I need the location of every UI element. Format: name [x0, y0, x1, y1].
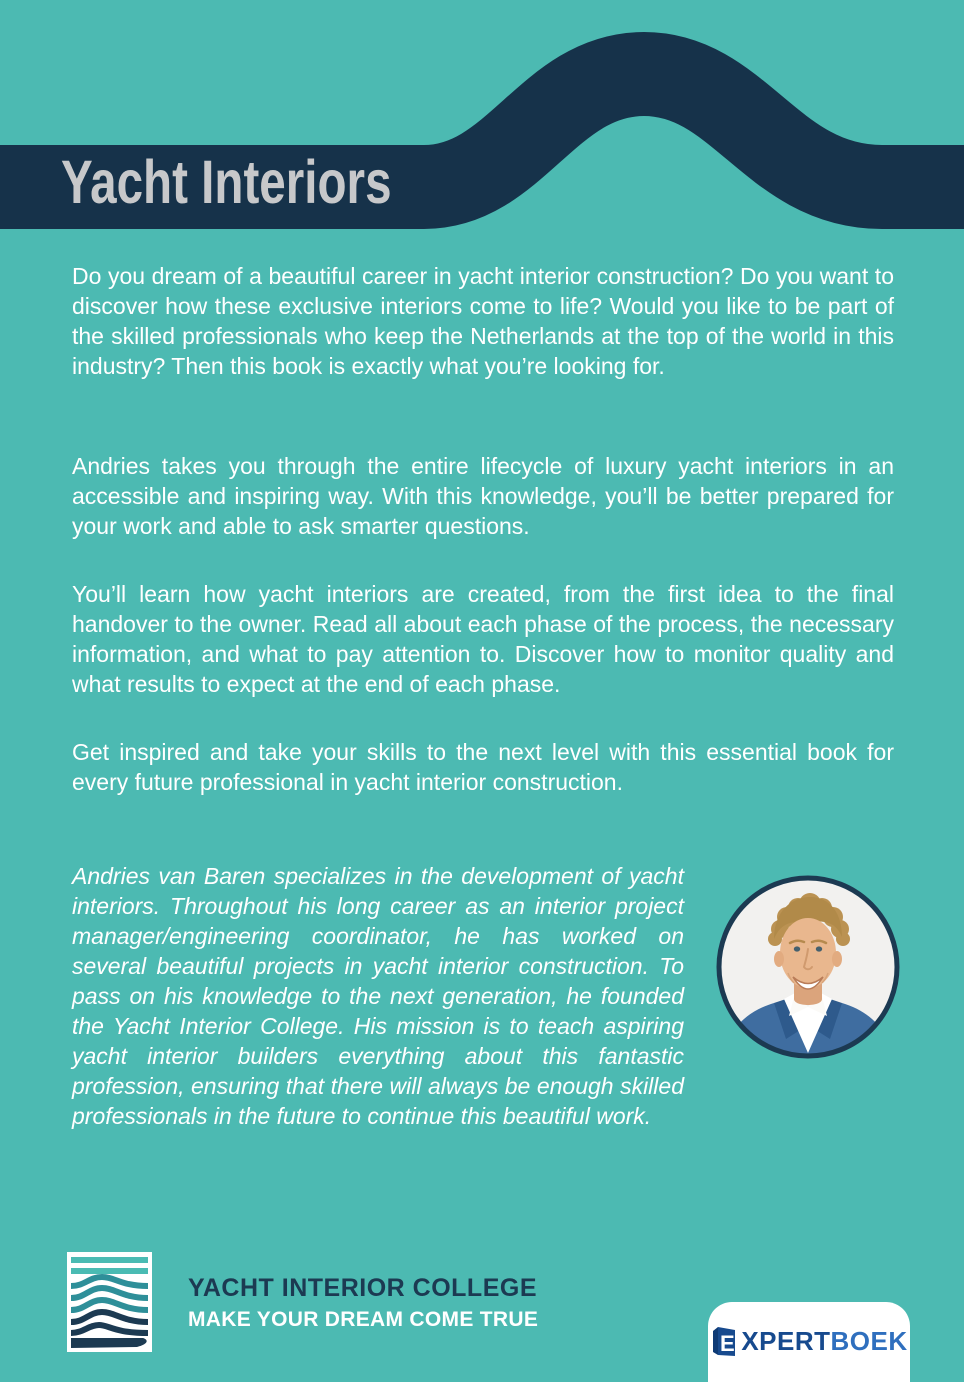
synopsis-paragraph-2: Andries takes you through the entire lifecycle of luxury yacht interiors in an accessible and inspiring way. With this knowledge, you’ll be better prepared for your work and able to ask smarter questions. — [72, 453, 894, 539]
author-bio: Andries van Baren specializes in the development of yacht interiors. Throughout his long career as an interior project manager/engineering coordinator, he has worked on several beautiful projects in yacht interior construction. To pass on his knowledge to the next generation, he founded the Yacht Interior College. His mission is to teach aspiring yacht interior builders everything about this fantastic profession, ensuring that there will always be enough skilled professionals in the future to continue this beautiful work. — [72, 863, 684, 1129]
book-icon — [710, 1324, 738, 1358]
publisher-badge — [708, 1302, 910, 1382]
synopsis-paragraph-1: Do you dream of a beautiful career in yacht interior construction? Do you want to discover how these exclusive interiors come to life? Would you like to be part of the skilled professionals who keep the Netherlands at the top of the world in this industry? Then this book is exactly what you’re looking for. — [72, 263, 894, 379]
publisher-name-dark: XPERT — [741, 1325, 831, 1356]
author-portrait-icon — [716, 875, 900, 1059]
author-photo — [716, 875, 900, 1059]
college-brand — [188, 1274, 538, 1332]
college-logo-icon — [67, 1252, 152, 1357]
publisher-name-light: BOEK — [830, 1325, 908, 1356]
college-name: YACHT INTERIOR COLLEGE — [188, 1274, 537, 1302]
college-tagline: MAKE YOUR DREAM COME TRUE — [188, 1308, 539, 1331]
svg-text:E: E — [720, 1331, 736, 1356]
book-title: Yacht Interiors — [61, 148, 392, 216]
synopsis-paragraph-3: You’ll learn how yacht interiors are created, from the first idea to the final handover to the owner. Read all about each phase of the process, the necessary information, and what to pay attention to. Discover how to monitor quality and what results to expect at the end of each phase. — [72, 581, 894, 697]
publisher-logo — [710, 1324, 907, 1358]
synopsis-paragraph-4: Get inspired and take your skills to the next level with this essential book for every future professional in yacht interior construction. — [72, 739, 894, 795]
